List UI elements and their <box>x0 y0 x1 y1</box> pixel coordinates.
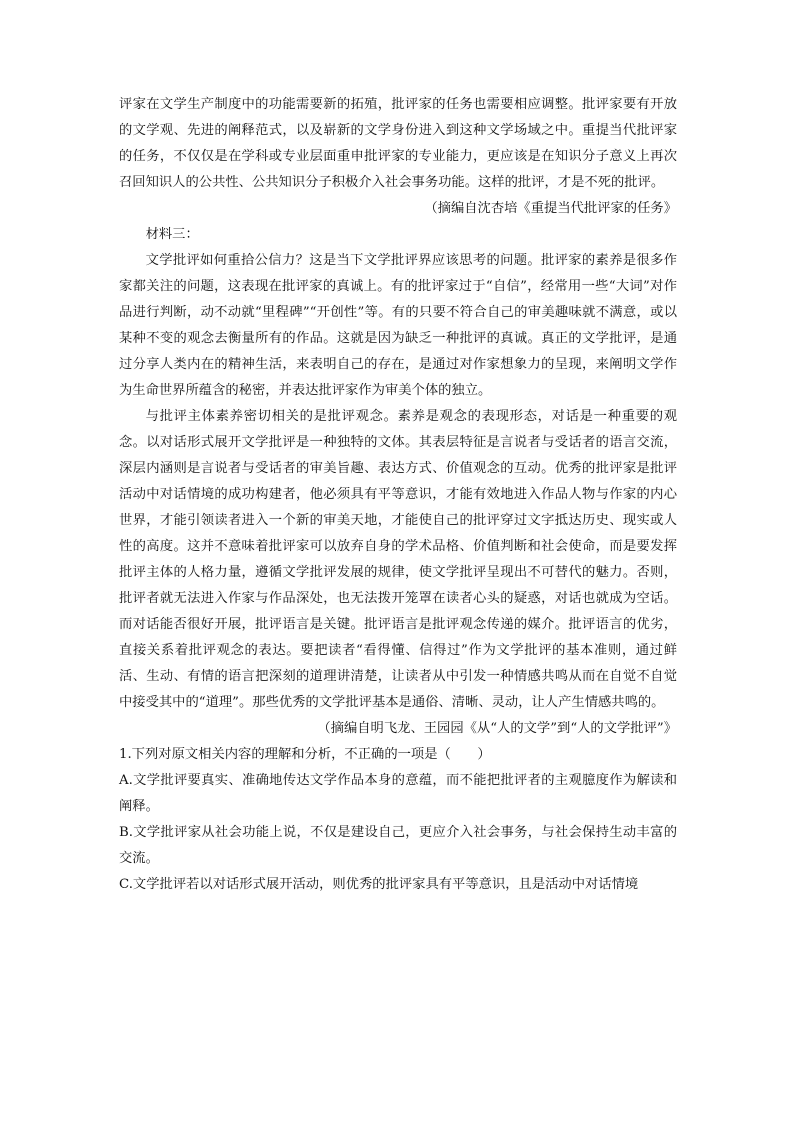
question-stem: 1.下列对原文相关内容的理解和分析，不正确的一项是（ ） <box>119 747 491 762</box>
option-b: B.文学批评家从社会功能上说，不仅是建设自己，更应介入社会事务，与社会保持生动丰富的交流。 <box>119 825 677 866</box>
material3-source: （摘编自明飞龙、王园园《从“人的文学”到“人的文学批评”》 <box>317 721 677 736</box>
material3-paragraph-2: 与批评主体素养密切相关的是批评观念。素养是观念的表现形态，对话是一种重要的观念。以对话形式展开文学批评是一种独特的文体。其表层特征是言说者与受话者的语言交流，深层内涵则是言说者与受话者的审美旨趣、表达方式、价值观念的互动。优秀的批评家是批评活动中对话情境的成功构建者，他必须具有平等意识，才能有效地进入作品人物与作家的内心世界，才能引领读者进入一个新的审美天地，才能使自己的批评穿过文字抵达历史、现实或人性的高度。这并不意味着批评家可以放弃自身的学术品格、价值判断和社会使命，而是要发挥批评主体的人格力量，遵循文学批评发展的规律，使文学批评呈现出不可替代的魅力。否则，批评者就无法进入作家与作品深处，也无法拨开笼罩在读者心头的疑惑，对话也就成为空话。而对话能否很好开展，批评语言是关键。批评语言是批评观念传递的媒介。批评语言的优劣，直接关系着批评观念的表达。要把读者“看得懂、信得过”作为文学批评的基本准则，通过鲜活、生动、有情的语言把深刻的道理讲清楚，让读者从中引发一种情感共鸣从而在自觉不自觉中接受其中的“道理”。那些优秀的文学批评基本是通俗、清晰、灵动，让人产生情感共鸣的。 <box>119 409 677 710</box>
document-page <box>119 92 677 898</box>
option-c: C.文学批评若以对话形式展开活动，则优秀的批评家具有平等意识，且是活动中对话情境 <box>119 877 639 892</box>
option-a: A.文学批评要真实、准确地传达文学作品本身的意蕴，而不能把批评者的主观臆度作为解读和阐释。 <box>119 773 677 814</box>
material2-source: （摘编自沈杏培《重提当代批评家的任务》 <box>424 201 677 216</box>
material3-paragraph-1: 文学批评如何重拾公信力？这是当下文学批评界应该思考的问题。批评家的素养是很多作家都关注的问题，这表现在批评家的真诚上。有的批评家过于“自信”，经常用一些“大词”对作品进行判断，动不动就“里程碑”“开创性”等。有的只要不符合自己的审美趣味就不满意，或以某种不变的观念去衡量所有的作品。这就是因为缺乏一种批评的真诚。真正的文学批评，是通过分享人类内在的精神生活，来表明自己的存在，是通过对作家想象力的呈现，来阐明文学作为生命世界所蕴含的秘密，并表达批评家作为审美个体的独立。 <box>119 253 677 398</box>
question-1 <box>119 742 677 898</box>
material3-heading: 材料三： <box>145 227 199 242</box>
material2-tail-paragraph: 评家在文学生产制度中的功能需要新的拓殖，批评家的任务也需要相应调整。批评家要有开放的文学观、先进的阐释范式，以及崭新的文学身份进入到这种文学场域之中。重提当代批评家的任务，不仅仅是在学科或专业层面重申批评家的专业能力，更应该是在知识分子意义上再次召回知识人的公共性、公共知识分子积极介入社会事务功能。这样的批评，才是不死的批评。 <box>119 97 677 190</box>
